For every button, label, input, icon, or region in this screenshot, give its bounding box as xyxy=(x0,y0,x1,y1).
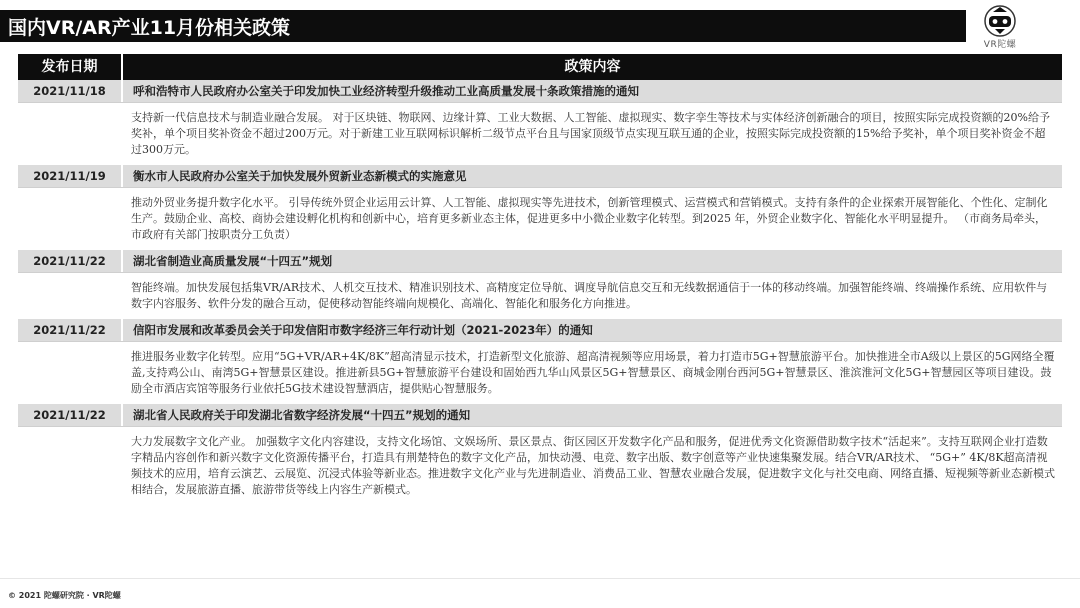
footer-divider xyxy=(0,578,1080,579)
table-row xyxy=(18,165,1062,188)
header-date: 发布日期 xyxy=(18,54,123,80)
row-text: 智能终端。加快发展包括集VR/AR技术、人机交互技术、精准识别技术、高精度定位导航、调度导航信息交互和无线数据通信于一体的移动终端。加强智能终端、终端操作系统、应用软件与数字内容服务、软件分发的融合互动，促使移动智能终端向规模化、高端化、智能化和服务化方向推进。 xyxy=(131,281,1048,310)
row-body xyxy=(18,103,1062,165)
row-title: 衡水市人民政府办公室关于加快发展外贸新业态新模式的实施意见 xyxy=(133,169,467,183)
row-date: 2021/11/22 xyxy=(18,404,123,426)
row-date: 2021/11/19 xyxy=(18,165,123,187)
table-row xyxy=(18,319,1062,342)
row-text: 支持新一代信息技术与制造业融合发展。 对于区块链、物联网、边缘计算、工业大数据、人工智能、虚拟现实、数字孪生等技术与实体经济创新融合的项目，按照实际完成投资额的20%给予奖补，单个项目奖补资金不超过200万元。对于新建工业互联网标识解析二级节点平台且与国家顶级节点实现互联互通的企业，按照实际完成投资额的15%给予奖补，单个项目奖补资金不超过300万元。 xyxy=(131,111,1050,156)
policy-table xyxy=(18,54,1062,505)
row-date: 2021/11/22 xyxy=(18,319,123,341)
logo-text: VR陀螺 xyxy=(983,40,1017,50)
table-row xyxy=(18,80,1062,103)
row-body xyxy=(18,188,1062,250)
row-body xyxy=(18,342,1062,404)
row-text: 推动外贸业务提升数字化水平。 引导传统外贸企业运用云计算、人工智能、虚拟现实等先进技术，创新管理模式、运营模式和营销模式。支持有条件的企业探索开展智能化、个性化、定制化生产。鼓励企业、高校、商协会建设孵化机构和创新中心，培育更多新业态主体，促进更多中小微企业数字化转型。到2025 年，外贸企业数字化、智能化水平明显提升。 （市商务局牵头，市政府有关部门按职责分工负责） xyxy=(131,196,1048,241)
table-row xyxy=(18,404,1062,427)
row-date: 2021/11/18 xyxy=(18,80,123,102)
row-title: 湖北省制造业高质量发展“十四五”规划 xyxy=(133,254,333,268)
row-title: 呼和浩特市人民政府办公室关于印发加快工业经济转型升级推动工业高质量发展十条政策措施的通知 xyxy=(133,84,639,98)
table-header xyxy=(18,54,1062,80)
row-title: 湖北省人民政府关于印发湖北省数字经济发展“十四五”规划的通知 xyxy=(133,408,471,422)
page-title: 国内VR/AR产业11月份相关政策 xyxy=(8,17,291,39)
table-row xyxy=(18,250,1062,273)
row-body xyxy=(18,273,1062,319)
row-title: 信阳市发展和改革委员会关于印发信阳市数字经济三年行动计划（2021-2023年）的通知 xyxy=(133,323,593,337)
row-date: 2021/11/22 xyxy=(18,250,123,272)
footer-copyright: © 2021 陀螺研究院 · VR陀螺 xyxy=(8,591,121,600)
logo xyxy=(972,4,1028,52)
row-text: 大力发展数字文化产业。 加强数字文化内容建设，支持文化场馆、文娱场所、景区景点、街区园区开发数字化产品和服务，促进优秀文化资源借助数字技术“活起来”。支持互联网企业打造数字精品内容创作和新兴数字文化资源传播平台，打造具有荆楚特色的数字文化产品，加快动漫、电竞、数字出版、数字创意等产业快速集聚发展。结合VR/AR技术、 “5G+” 4K/8K超高清视频技术的应用，培育云演艺、云展览、沉浸式体验等新业态。推进数字文化产业与先进制造业、消费品工业、智慧农业融合发展，促进数字文化与社交电商、网络直播、短视频等新业态新模式相结合，发展旅游直播、旅游带货等线上内容生产新模式。 xyxy=(131,435,1055,496)
header-content: 政策内容 xyxy=(564,59,621,75)
row-body xyxy=(18,427,1062,505)
vr-headset-icon xyxy=(972,4,1028,38)
row-text: 推进服务业数字化转型。应用“5G+VR/AR+4K/8K”超高清显示技术，打造新型文化旅游、超高清视频等应用场景，着力打造市5G+智慧旅游平台。加快推进全市A级以上景区的5G网络全覆盖,支持鸡公山、南湾5G+智慧景区建设。推进新县5G+智慧旅游平台建设和固始西九华山风景区5G+智慧景区、商城金刚台西河5G+智慧景区、淮滨淮河文化5G+智慧园区等项目建设。鼓励全市酒店宾馆等服务行业依托5G技术建设智慧酒店，提供贴心智慧服务。 xyxy=(131,350,1055,395)
title-bar xyxy=(0,10,966,42)
